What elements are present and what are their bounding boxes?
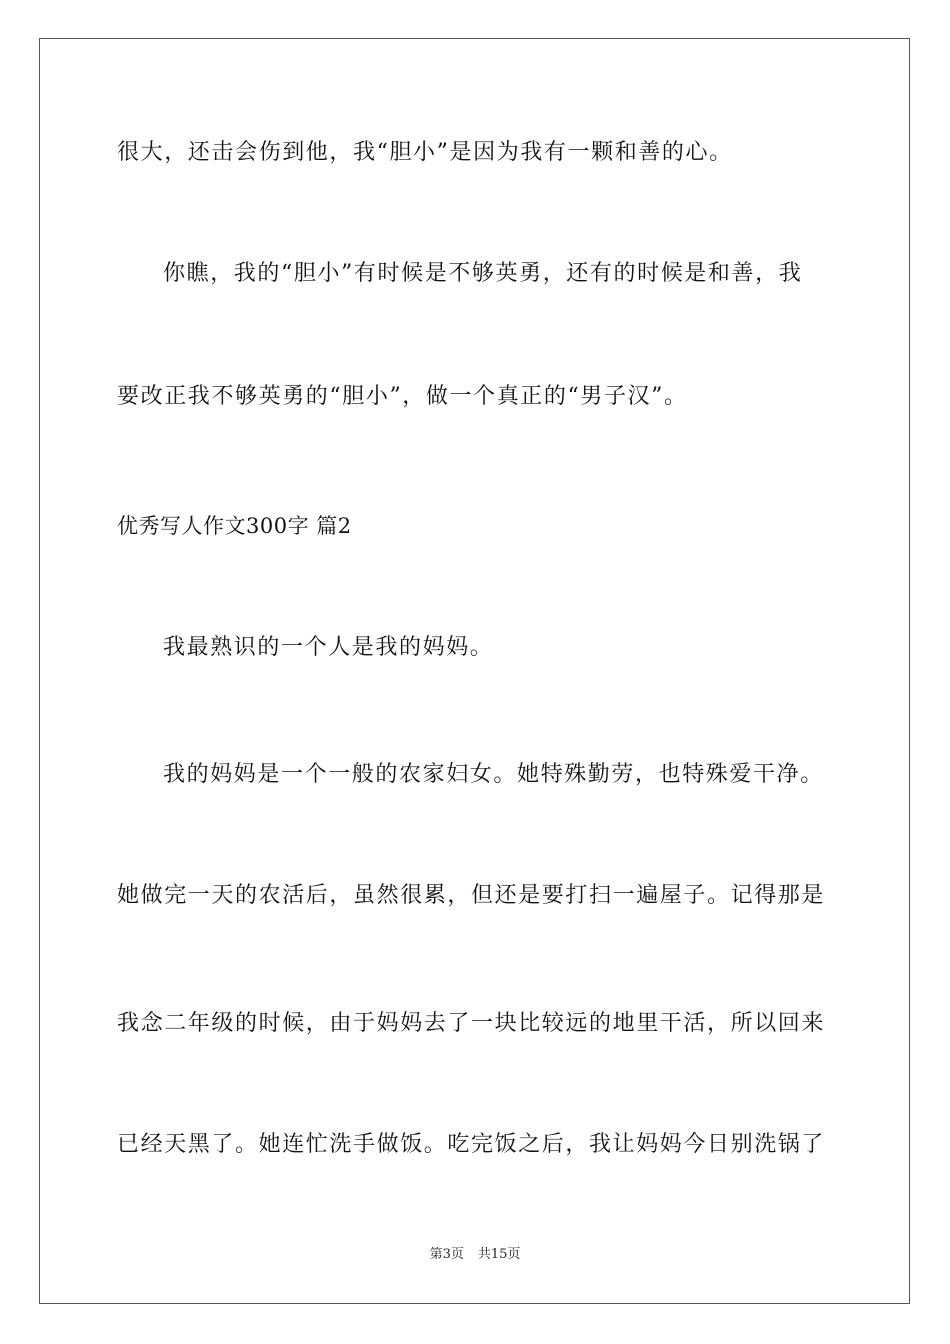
page-number: 第3页 bbox=[429, 1247, 464, 1262]
text-line-3: 要改正我不够英勇的“胆小”，做一个真正的“男子汉”。 bbox=[117, 384, 688, 409]
text-line-8: 我念二年级的时候，由于妈妈去了一块比较远的地里干活，所以回来 bbox=[117, 1011, 826, 1036]
text-line-6: 我的妈妈是一个一般的农家妇女。她特殊勤劳，也特殊爱干净。 bbox=[163, 762, 824, 787]
page-footer bbox=[0, 1246, 950, 1264]
page-total: 共15页 bbox=[477, 1247, 521, 1262]
section-heading: 优秀写人作文300字 篇2 bbox=[117, 514, 352, 538]
page-border bbox=[39, 38, 910, 1304]
text-line-7: 她做完一天的农活后，虽然很累，但还是要打扫一遍屋子。记得那是 bbox=[117, 883, 826, 908]
text-line-9: 已经天黑了。她连忙洗手做饭。吃完饭之后，我让妈妈今日别洗锅了 bbox=[117, 1132, 826, 1157]
text-line-5: 我最熟识的一个人是我的妈妈。 bbox=[163, 635, 494, 660]
text-line-2: 你瞧，我的“胆小”有时候是不够英勇，还有的时候是和善，我 bbox=[163, 261, 803, 286]
text-line-1: 很大，还击会伤到他，我“胆小”是因为我有一颗和善的心。 bbox=[117, 140, 733, 165]
